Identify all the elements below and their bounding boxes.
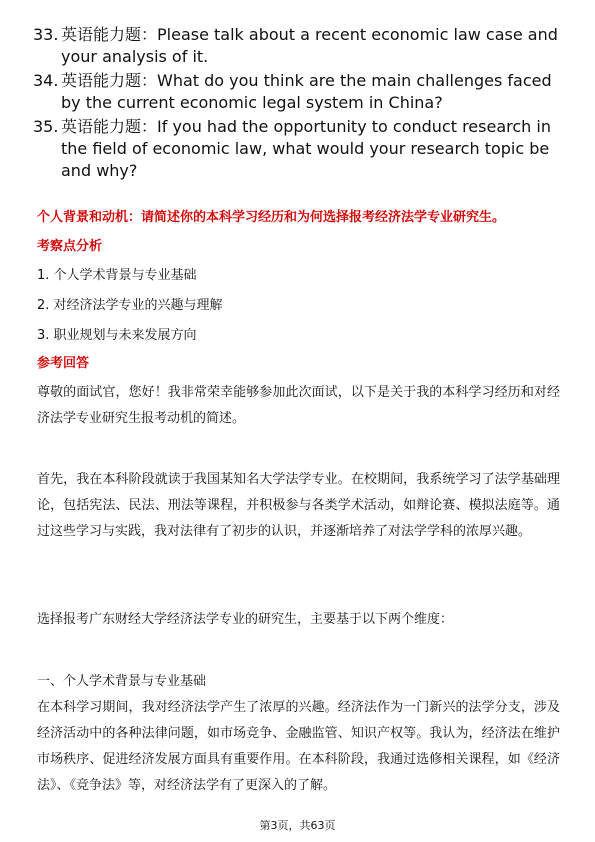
page-footer: 第3页，共63页	[259, 819, 336, 832]
answer-subheading-text: 一、个人学术背景与专业基础	[37, 674, 207, 689]
analysis-point: 2. 对经济法学专业的兴趣与理解	[37, 298, 223, 313]
analysis-heading: 考察点分析	[37, 239, 103, 254]
answer-paragraph	[37, 380, 560, 432]
answer-paragraph-text: 首先，我在本科阶段就读于我国某知名大学法学专业。在校期间，我系统学习了法学基础理论，包括宪法、民法、刑法等课程，并积极参与各类学术活动，如辩论赛、模拟法庭等。通过这些学习与实践，我对法律有了初步的认识，并逐渐培养了对法学学科的浓厚兴趣。	[37, 472, 560, 539]
answer-paragraph-text: 在本科学习期间，我对经济法学产生了浓厚的兴趣。经济法作为一门新兴的法学分支，涉及经济活动中的各种法律问题，如市场竞争、金融监管、知识产权等。我认为，经济法在维护市场秩序、促进经济发展方面具有重要作用。在本科阶段，我通过选修相关课程，如《经济法》、《竞争法》等，对经济法学有了更深入的了解。	[37, 700, 560, 793]
answer-paragraph	[37, 607, 560, 633]
question-number: 33.	[33, 25, 59, 44]
question-item	[33, 116, 568, 182]
answer-heading: 参考回答	[37, 356, 90, 371]
section-header	[37, 208, 560, 228]
question-list	[33, 24, 568, 184]
question-text: 英语能力题：If you had the opportunity to conduct research in the field of economic law, what would your research topic be and why?	[61, 117, 551, 180]
answer-paragraph-text: 选择报考广东财经大学经济法学专业的研究生，主要基于以下两个维度：	[37, 612, 454, 627]
answer-paragraph	[37, 695, 560, 799]
answer-section	[37, 354, 560, 374]
question-text: 英语能力题：What do you think are the main challenges faced by the current economic legal system in China?	[61, 71, 552, 112]
question-number: 34.	[33, 71, 59, 90]
question-item	[33, 70, 568, 114]
answer-subheading	[37, 669, 560, 695]
question-text: 英语能力题：Please talk about a recent economic law case and your analysis of it.	[61, 25, 558, 66]
analysis-point: 3. 职业规划与未来发展方向	[37, 328, 197, 343]
answer-paragraph-text: 尊敬的面试官，您好！我非常荣幸能够参加此次面试，以下是关于我的本科学习经历和对经济法学专业研究生报考动机的简述。	[37, 385, 560, 426]
question-number: 35.	[33, 117, 59, 136]
section-title: 个人背景和动机：请简述你的本科学习经历和为何选择报考经济法学专业研究生。	[37, 210, 506, 225]
analysis-point: 1. 个人学术背景与专业基础	[37, 268, 197, 283]
analysis-section	[37, 237, 560, 346]
question-item	[33, 24, 568, 68]
answer-paragraph	[37, 467, 560, 545]
